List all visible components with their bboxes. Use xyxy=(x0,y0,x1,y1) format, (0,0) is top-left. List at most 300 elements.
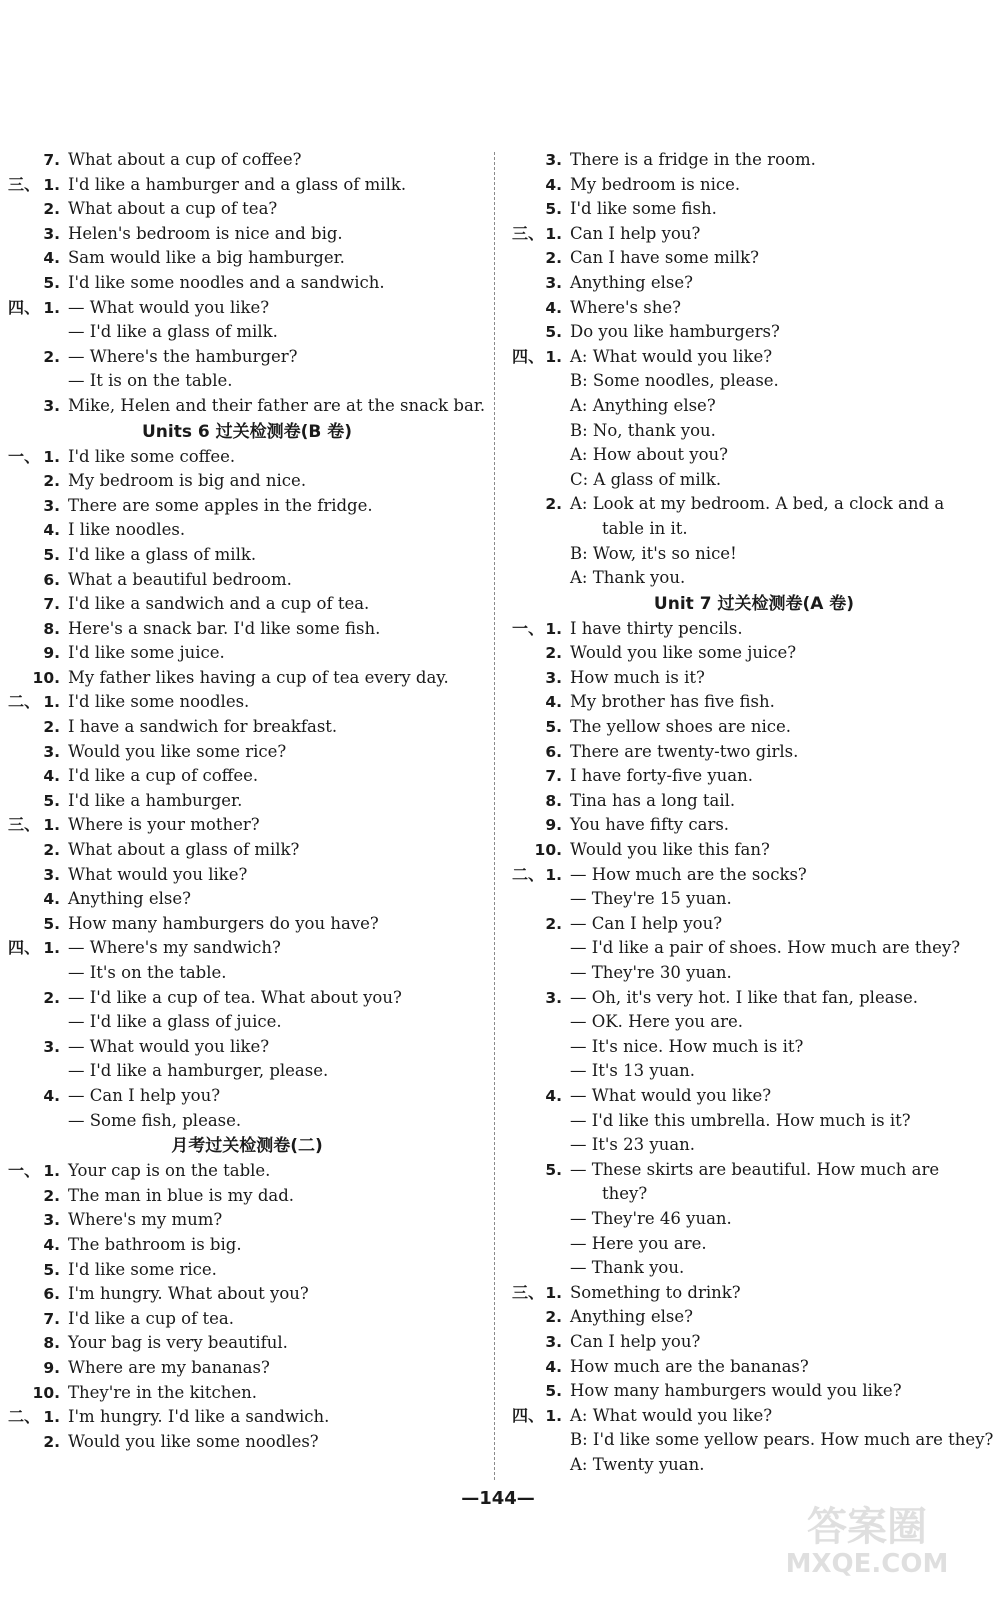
answer-text: What would you like? xyxy=(68,864,248,884)
answer-line xyxy=(8,986,486,1011)
item-number: 5. xyxy=(545,323,562,342)
section-marker: 四、 xyxy=(8,938,41,958)
item-number: 1. xyxy=(43,939,60,958)
answer-line xyxy=(8,1109,486,1134)
answer-text: Would you like some rice? xyxy=(68,741,287,761)
item-number: 2. xyxy=(545,249,562,268)
answer-text: The bathroom is big. xyxy=(68,1234,242,1254)
answer-line xyxy=(512,173,996,198)
answer-line xyxy=(8,961,486,986)
answer-text: — I'd like a glass of juice. xyxy=(68,1012,282,1032)
item-number: 4. xyxy=(545,175,562,194)
answer-line xyxy=(512,542,996,567)
answer-line xyxy=(512,740,996,765)
answer-text: B: Wow, it's so nice! xyxy=(570,543,737,563)
answer-line xyxy=(512,641,996,666)
answer-line xyxy=(8,887,486,912)
answer-text: — What would you like? xyxy=(570,1085,772,1105)
item-number: 7. xyxy=(43,595,60,614)
item-number: 6. xyxy=(43,1285,60,1304)
item-number: 8. xyxy=(43,619,60,638)
answer-text: Where is your mother? xyxy=(68,815,260,835)
answer-text: I have forty-five yuan. xyxy=(570,766,754,786)
answer-text: — It's 23 yuan. xyxy=(570,1135,696,1155)
answer-text: — How much are the socks? xyxy=(570,864,807,884)
answer-line xyxy=(512,1330,996,1355)
answer-text: I'm hungry. What about you? xyxy=(68,1284,309,1304)
answer-line xyxy=(8,715,486,740)
item-number: 2. xyxy=(545,914,562,933)
item-number: 7. xyxy=(43,1309,60,1328)
answer-line xyxy=(8,173,486,198)
answer-text: Anything else? xyxy=(68,889,191,909)
answer-text: I like noodles. xyxy=(68,520,186,540)
answer-text: — They're 15 yuan. xyxy=(570,889,732,909)
answer-text: — I'd like a hamburger, please. xyxy=(68,1061,329,1081)
answer-text: I'd like some noodles and a sandwich. xyxy=(68,272,385,292)
answer-text: I'd like a cup of tea. xyxy=(68,1308,234,1328)
answer-text: What a beautiful bedroom. xyxy=(68,569,292,589)
item-number: 4. xyxy=(545,1357,562,1376)
item-number: 3. xyxy=(43,742,60,761)
answer-line xyxy=(8,740,486,765)
answer-text: I'm hungry. I'd like a sandwich. xyxy=(68,1407,330,1427)
item-number: 2. xyxy=(43,841,60,860)
answer-text: C: A glass of milk. xyxy=(570,469,722,489)
answer-text: — These skirts are beautiful. How much are xyxy=(570,1159,940,1179)
item-number: 8. xyxy=(43,1334,60,1353)
answer-text: I'd like some noodles. xyxy=(68,692,250,712)
answer-line xyxy=(512,419,996,444)
answer-text: — It's 13 yuan. xyxy=(570,1061,696,1081)
answer-line xyxy=(8,494,486,519)
left-column xyxy=(8,148,486,1454)
answer-text: Can I help you? xyxy=(570,1331,701,1351)
answer-line xyxy=(8,1184,486,1209)
item-number: 7. xyxy=(545,767,562,786)
answer-line xyxy=(8,764,486,789)
answer-text: My bedroom is big and nice. xyxy=(68,471,307,491)
answer-text: What about a glass of milk? xyxy=(68,840,300,860)
answer-line xyxy=(512,764,996,789)
answer-text: — OK. Here you are. xyxy=(570,1012,744,1032)
answer-text: My father likes having a cup of tea every day. xyxy=(68,667,449,687)
item-number: 3. xyxy=(545,988,562,1007)
item-number: 1. xyxy=(545,619,562,638)
item-number: 6. xyxy=(545,742,562,761)
answer-text: Anything else? xyxy=(570,1307,693,1327)
answer-line xyxy=(512,666,996,691)
item-number: 5. xyxy=(545,718,562,737)
watermark-text: 答案圈 xyxy=(807,1504,927,1550)
answer-line xyxy=(8,789,486,814)
answer-line xyxy=(512,1133,996,1158)
section-marker: 一、 xyxy=(8,446,41,466)
item-number: 5. xyxy=(43,791,60,810)
answer-text: Anything else? xyxy=(570,272,693,292)
answer-line xyxy=(512,197,996,222)
answer-line xyxy=(8,1084,486,1109)
item-number: 10. xyxy=(32,1383,60,1402)
answer-text: I'd like a hamburger and a glass of milk. xyxy=(68,174,407,194)
answer-line xyxy=(8,320,486,345)
answer-line xyxy=(512,936,996,961)
answer-line xyxy=(512,617,996,642)
answer-line xyxy=(512,1404,996,1429)
item-number: 1. xyxy=(43,175,60,194)
answer-text: B: I'd like some yellow pears. How much are they? xyxy=(570,1430,994,1450)
section-heading: Unit 7 过关检测卷(A 卷) xyxy=(653,593,855,614)
item-number: 4. xyxy=(43,249,60,268)
answer-line xyxy=(8,863,486,888)
answer-text: — I'd like a glass of milk. xyxy=(68,322,278,342)
answer-text: A: Twenty yuan. xyxy=(570,1454,705,1474)
answer-text: A: What would you like? xyxy=(570,346,773,366)
answer-line xyxy=(512,1084,996,1109)
answer-line xyxy=(512,1428,996,1453)
answer-line xyxy=(8,296,486,321)
answer-line xyxy=(8,246,486,271)
answer-line xyxy=(8,1059,486,1084)
answer-text: I'd like some juice. xyxy=(68,643,225,663)
answer-line xyxy=(8,641,486,666)
answer-text: A: Anything else? xyxy=(570,395,716,415)
item-number: 10. xyxy=(32,668,60,687)
answer-text: table in it. xyxy=(602,518,688,538)
answer-text: How much are the bananas? xyxy=(570,1356,809,1376)
answer-line xyxy=(8,197,486,222)
answer-text: A: Thank you. xyxy=(570,568,686,588)
answer-line xyxy=(512,1158,996,1183)
answer-line xyxy=(8,666,486,691)
answer-text: There are twenty-two girls. xyxy=(570,741,799,761)
answer-line xyxy=(512,1182,996,1207)
item-number: 1. xyxy=(545,865,562,884)
answer-text: — What would you like? xyxy=(68,1036,270,1056)
answer-line xyxy=(512,1256,996,1281)
item-number: 1. xyxy=(43,1162,60,1181)
answer-line xyxy=(512,492,996,517)
item-number: 2. xyxy=(43,1186,60,1205)
answer-line xyxy=(8,148,486,173)
answer-text: I have a sandwich for breakfast. xyxy=(68,717,338,737)
item-number: 2. xyxy=(43,718,60,737)
item-number: 3. xyxy=(43,496,60,515)
answer-line xyxy=(512,887,996,912)
answer-line xyxy=(512,517,996,542)
answer-text: Helen's bedroom is nice and big. xyxy=(68,223,343,243)
answer-text: — It's nice. How much is it? xyxy=(570,1036,804,1056)
answer-text: There are some apples in the fridge. xyxy=(68,495,373,515)
answer-line xyxy=(512,1035,996,1060)
item-number: 1. xyxy=(43,447,60,466)
item-number: 1. xyxy=(545,1406,562,1425)
answer-text: Your cap is on the table. xyxy=(68,1161,271,1181)
answer-line xyxy=(8,617,486,642)
page-number: —144— xyxy=(461,1488,535,1509)
answer-text: — Some fish, please. xyxy=(68,1110,242,1130)
answer-line xyxy=(8,690,486,715)
answer-line xyxy=(512,148,996,173)
section-marker: 四、 xyxy=(512,346,545,366)
answer-text: — What would you like? xyxy=(68,297,270,317)
answer-line xyxy=(8,543,486,568)
answer-line xyxy=(8,271,486,296)
answer-line xyxy=(512,1059,996,1084)
answer-text: What about a cup of tea? xyxy=(68,199,278,219)
answer-line xyxy=(512,1232,996,1257)
answer-text: Would you like some juice? xyxy=(570,643,797,663)
item-number: 8. xyxy=(545,791,562,810)
answer-text: Can I have some milk? xyxy=(570,248,759,268)
answer-text: — Where's my sandwich? xyxy=(68,938,281,958)
answer-text: — They're 46 yuan. xyxy=(570,1208,732,1228)
item-number: 6. xyxy=(43,570,60,589)
answer-line xyxy=(512,468,996,493)
item-number: 5. xyxy=(545,1160,562,1179)
answer-line xyxy=(8,222,486,247)
answer-text: The man in blue is my dad. xyxy=(68,1185,295,1205)
answer-text: I'd like a hamburger. xyxy=(68,790,243,810)
answer-line xyxy=(512,789,996,814)
item-number: 2. xyxy=(43,1432,60,1451)
answer-text: I'd like a sandwich and a cup of tea. xyxy=(68,594,370,614)
answer-text: Can I help you? xyxy=(570,223,701,243)
answer-line xyxy=(8,1208,486,1233)
answer-line xyxy=(8,1381,486,1406)
answer-text: A: Look at my bedroom. A bed, a clock and a xyxy=(570,494,945,514)
answer-line xyxy=(8,1307,486,1332)
section-marker: 二、 xyxy=(8,1407,41,1427)
right-column xyxy=(512,148,996,1477)
answer-line xyxy=(8,1405,486,1430)
section-marker: 二、 xyxy=(512,864,545,884)
item-number: 2. xyxy=(43,988,60,1007)
answer-line xyxy=(8,1159,486,1184)
item-number: 3. xyxy=(545,151,562,169)
answer-text: — I'd like a pair of shoes. How much are they? xyxy=(570,938,961,958)
answer-line xyxy=(512,1355,996,1380)
answer-line xyxy=(512,1207,996,1232)
section-marker: 二、 xyxy=(8,692,41,712)
item-number: 5. xyxy=(43,273,60,292)
answer-line xyxy=(8,394,486,419)
answer-text: Would you like this fan? xyxy=(570,840,770,860)
section-marker: 一、 xyxy=(512,618,545,638)
section-marker: 三、 xyxy=(512,1282,545,1302)
answer-text: — Here you are. xyxy=(570,1233,707,1253)
item-number: 3. xyxy=(545,668,562,687)
answer-text: Sam would like a big hamburger. xyxy=(68,248,345,268)
answer-text: — It's on the table. xyxy=(68,963,227,982)
item-number: 4. xyxy=(43,521,60,540)
answer-line xyxy=(512,394,996,419)
answer-text: Your bag is very beautiful. xyxy=(68,1333,288,1353)
answer-line xyxy=(8,1010,486,1035)
answer-text: B: No, thank you. xyxy=(570,420,716,440)
answer-line xyxy=(8,445,486,470)
answer-line xyxy=(512,986,996,1011)
answer-line xyxy=(512,296,996,321)
section-marker: 三、 xyxy=(8,815,41,835)
answer-text: Where's she? xyxy=(570,297,681,317)
answer-line xyxy=(8,518,486,543)
answer-line xyxy=(512,1305,996,1330)
watermark-url: MXQE.COM xyxy=(785,1549,949,1579)
answer-text: My bedroom is nice. xyxy=(570,174,741,194)
item-number: 5. xyxy=(545,200,562,219)
item-number: 9. xyxy=(545,816,562,835)
item-number: 1. xyxy=(43,693,60,712)
answer-line xyxy=(512,443,996,468)
item-number: 3. xyxy=(43,224,60,243)
answer-line xyxy=(512,320,996,345)
answer-text: Something to drink? xyxy=(570,1282,741,1302)
answer-text: They're in the kitchen. xyxy=(68,1382,257,1402)
item-number: 5. xyxy=(43,914,60,933)
item-number: 3. xyxy=(43,1211,60,1230)
item-number: 1. xyxy=(545,1283,562,1302)
section-marker: 四、 xyxy=(8,297,41,317)
section-marker: 一、 xyxy=(8,1161,41,1181)
answer-text: — It is on the table. xyxy=(68,371,233,391)
item-number: 3. xyxy=(43,865,60,884)
item-number: 1. xyxy=(545,347,562,366)
answer-text: My brother has five fish. xyxy=(570,692,775,712)
item-number: 3. xyxy=(43,396,60,415)
answer-text: — I'd like this umbrella. How much is it? xyxy=(570,1110,911,1130)
item-number: 4. xyxy=(43,1086,60,1105)
answer-text: Mike, Helen and their father are at the snack bar. xyxy=(68,395,486,415)
item-number: 2. xyxy=(545,644,562,663)
answer-text: How much is it? xyxy=(570,667,705,687)
item-number: 5. xyxy=(545,1382,562,1401)
item-number: 1. xyxy=(43,816,60,835)
answer-line xyxy=(512,246,996,271)
item-number: 3. xyxy=(545,1332,562,1351)
item-number: 9. xyxy=(43,1358,60,1377)
answer-line xyxy=(8,592,486,617)
item-number: 4. xyxy=(43,767,60,786)
answer-text: The yellow shoes are nice. xyxy=(570,717,791,737)
item-number: 5. xyxy=(43,1260,60,1279)
item-number: 3. xyxy=(43,1037,60,1056)
section-marker: 三、 xyxy=(512,223,545,243)
answer-line xyxy=(8,1233,486,1258)
answer-line xyxy=(512,690,996,715)
answer-line xyxy=(8,813,486,838)
answer-line xyxy=(512,566,996,591)
answer-text: — Can I help you? xyxy=(570,913,723,933)
answer-text: B: Some noodles, please. xyxy=(570,371,779,391)
item-number: 9. xyxy=(43,644,60,663)
answer-text: I'd like a cup of coffee. xyxy=(68,766,259,786)
answer-text: A: How about you? xyxy=(570,445,728,465)
answer-line xyxy=(512,838,996,863)
answer-line xyxy=(512,369,996,394)
item-number: 4. xyxy=(545,693,562,712)
answer-text: Do you like hamburgers? xyxy=(570,322,780,342)
answer-text: Where's my mum? xyxy=(68,1210,223,1230)
item-number: 1. xyxy=(43,298,60,317)
item-number: 4. xyxy=(545,1086,562,1105)
answer-line xyxy=(512,1453,996,1478)
item-number: 2. xyxy=(43,200,60,219)
answer-line xyxy=(8,345,486,370)
answer-text: Where are my bananas? xyxy=(68,1357,270,1377)
answer-line xyxy=(512,222,996,247)
answer-line xyxy=(512,1109,996,1134)
answer-text: I'd like some rice. xyxy=(68,1259,217,1279)
item-number: 2. xyxy=(43,347,60,366)
section-marker: 四、 xyxy=(512,1405,545,1425)
answer-text: What about a cup of coffee? xyxy=(68,150,302,169)
answer-text: — They're 30 yuan. xyxy=(570,963,732,982)
item-number: 4. xyxy=(43,890,60,909)
answer-text: — Oh, it's very hot. I like that fan, please. xyxy=(570,987,919,1007)
answer-text: Here's a snack bar. I'd like some fish. xyxy=(68,618,381,638)
answer-line xyxy=(512,1379,996,1404)
answer-line xyxy=(8,568,486,593)
answer-line xyxy=(512,715,996,740)
answer-line xyxy=(512,961,996,986)
answer-line xyxy=(8,1035,486,1060)
answer-text: I'd like a glass of milk. xyxy=(68,544,257,564)
answer-line xyxy=(8,936,486,961)
answer-line xyxy=(8,912,486,937)
item-number: 10. xyxy=(534,841,562,860)
answer-line xyxy=(8,469,486,494)
answer-line xyxy=(8,1430,486,1455)
item-number: 1. xyxy=(545,224,562,243)
answer-text: You have fifty cars. xyxy=(570,815,730,835)
answer-line xyxy=(512,345,996,370)
answer-text: I'd like some fish. xyxy=(570,199,717,219)
answer-text: — Can I help you? xyxy=(68,1085,221,1105)
answer-line xyxy=(512,1281,996,1306)
item-number: 4. xyxy=(545,298,562,317)
answer-line xyxy=(512,813,996,838)
answer-line xyxy=(8,369,486,394)
answer-text: How many hamburgers would you like? xyxy=(570,1381,902,1401)
answer-line xyxy=(8,1356,486,1381)
answer-text: A: What would you like? xyxy=(570,1405,773,1425)
item-number: 3. xyxy=(545,273,562,292)
answer-text: I have thirty pencils. xyxy=(570,618,743,638)
column-divider xyxy=(494,152,495,1480)
answer-text: There is a fridge in the room. xyxy=(570,150,816,169)
item-number: 7. xyxy=(43,151,60,169)
answer-line xyxy=(512,863,996,888)
answer-text: they? xyxy=(602,1184,648,1204)
answer-text: How many hamburgers do you have? xyxy=(68,913,379,933)
answer-line xyxy=(512,271,996,296)
answer-line xyxy=(8,1258,486,1283)
answer-line xyxy=(8,1331,486,1356)
answer-text: Would you like some noodles? xyxy=(68,1431,319,1451)
item-number: 2. xyxy=(545,1308,562,1327)
answer-line xyxy=(512,912,996,937)
answer-text: — I'd like a cup of tea. What about you? xyxy=(68,987,402,1007)
answer-text: Tina has a long tail. xyxy=(570,790,736,810)
section-heading: 月考过关检测卷(二) xyxy=(171,1136,323,1157)
item-number: 4. xyxy=(43,1235,60,1254)
answer-text: — Where's the hamburger? xyxy=(68,346,298,366)
item-number: 1. xyxy=(43,1408,60,1427)
item-number: 5. xyxy=(43,545,60,564)
answer-text: I'd like some coffee. xyxy=(68,446,236,466)
section-heading: Units 6 过关检测卷(B 卷) xyxy=(141,421,353,442)
